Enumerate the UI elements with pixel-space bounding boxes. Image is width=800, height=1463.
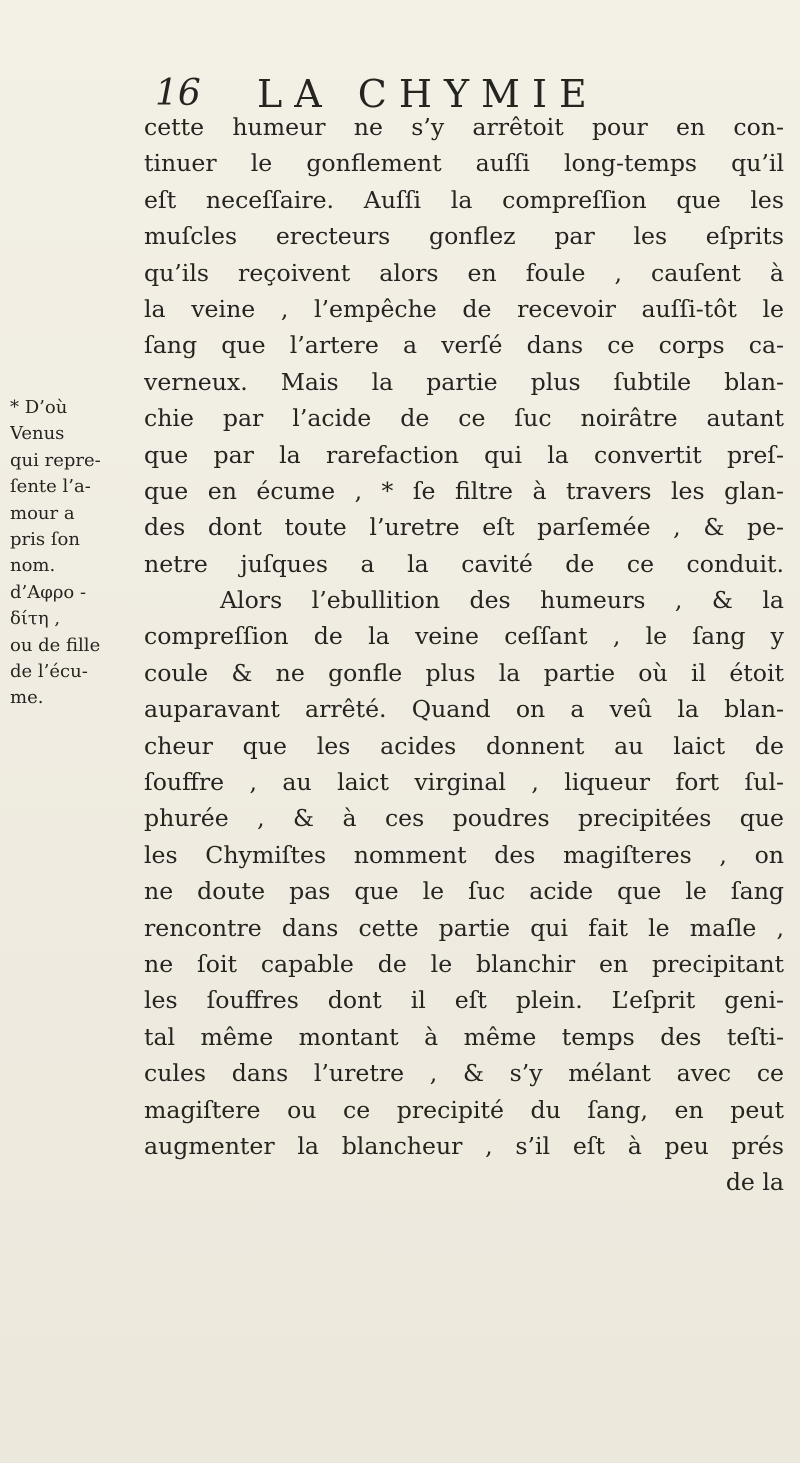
margin-note-line: pris ſon: [10, 528, 80, 550]
text-line: tinuer le gonflement auſſi long-temps qu’il: [144, 149, 784, 178]
text-line: verneux. Mais la partie plus ſubtile blan-: [144, 367, 784, 396]
margin-note-line: ou de fille: [10, 634, 101, 656]
text-line: eſt neceſſaire. Auſſi la compreſſion que les: [144, 185, 784, 214]
text-line: cheur que les acides donnent au laict de: [144, 731, 784, 760]
margin-note-line: qui repre-: [10, 449, 101, 471]
text-line: ne doute pas que le ſuc acide que le ſang: [144, 877, 784, 906]
margin-note-line: ſente l’a-: [10, 476, 91, 498]
text-line: des dont toute l’uretre eſt parſemée , & pe-: [144, 513, 784, 542]
running-title: LA CHYMIE: [257, 72, 599, 116]
text-line: coule & ne gonfle plus la partie où il étoit: [144, 658, 784, 687]
text-line: chie par l’acide de ce ſuc noirâtre autant: [144, 404, 784, 433]
text-line: compreſſion de la veine ceſſant , le ſang y: [144, 622, 784, 651]
text-line: que par la rarefaction qui la convertit preſ-: [144, 440, 784, 469]
text-line: cules dans l’uretre , & s’y mélant avec ce: [144, 1059, 784, 1088]
text-line: que en écume , * ſe filtre à travers les glan-: [144, 476, 784, 505]
catchword: de la: [725, 1168, 784, 1197]
text-line: tal même montant à même temps des teſti-: [144, 1022, 784, 1051]
text-line: muſcles erecteurs gonflez par les eſprits: [144, 222, 784, 251]
page-number: 16: [155, 73, 201, 114]
margin-note-line: * D’où: [10, 397, 68, 418]
text-line: magiſtere ou ce precipité du ſang, en peut: [144, 1095, 784, 1124]
text-line: cette humeur ne s’y arrêtoit pour en con-: [144, 113, 784, 141]
text-line: Alors l’ebullition des humeurs , & la: [220, 586, 784, 615]
margin-note-line: me.: [10, 687, 44, 709]
margin-note-line: mour a: [10, 502, 75, 524]
margin-note-line: d’Αφρο -: [10, 581, 87, 603]
body-text: [144, 109, 784, 1201]
text-line: netre juſques a la cavité de ce conduit.: [144, 549, 784, 578]
text-line: ſang que l’artere a verſé dans ce corps ca-: [144, 331, 784, 360]
margin-note-line: nom.: [10, 555, 56, 577]
text-line: augmenter la blancheur , s’il eſt à peu prés: [144, 1131, 784, 1160]
text-line: les Chymiſtes nomment des magiſteres , on: [144, 840, 784, 869]
text-line: auparavant arrêté. Quand on a veû la blan-: [144, 695, 784, 724]
text-line: ne ſoit capable de le blanchir en precipitant: [144, 949, 784, 978]
margin-note-line: δίτη ,: [10, 608, 61, 630]
text-line: la veine , l’empêche de recevoir auſſi-tôt le: [144, 294, 784, 323]
margin-note-line: de l’écu-: [10, 660, 88, 682]
text-line: ſouffre , au laict virginal , liqueur fort ſul-: [144, 768, 784, 797]
text-line: phurée , & à ces poudres precipitées que: [144, 804, 784, 833]
text-line: qu’ils reçoivent alors en foule , cauſent à: [144, 258, 784, 287]
margin-note: [10, 395, 140, 712]
margin-note-line: Venus: [10, 423, 65, 445]
text-line: rencontre dans cette partie qui fait le maſle ,: [144, 913, 784, 942]
text-line: les ſouffres dont il eſt plein. L’eſprit geni-: [144, 986, 784, 1015]
